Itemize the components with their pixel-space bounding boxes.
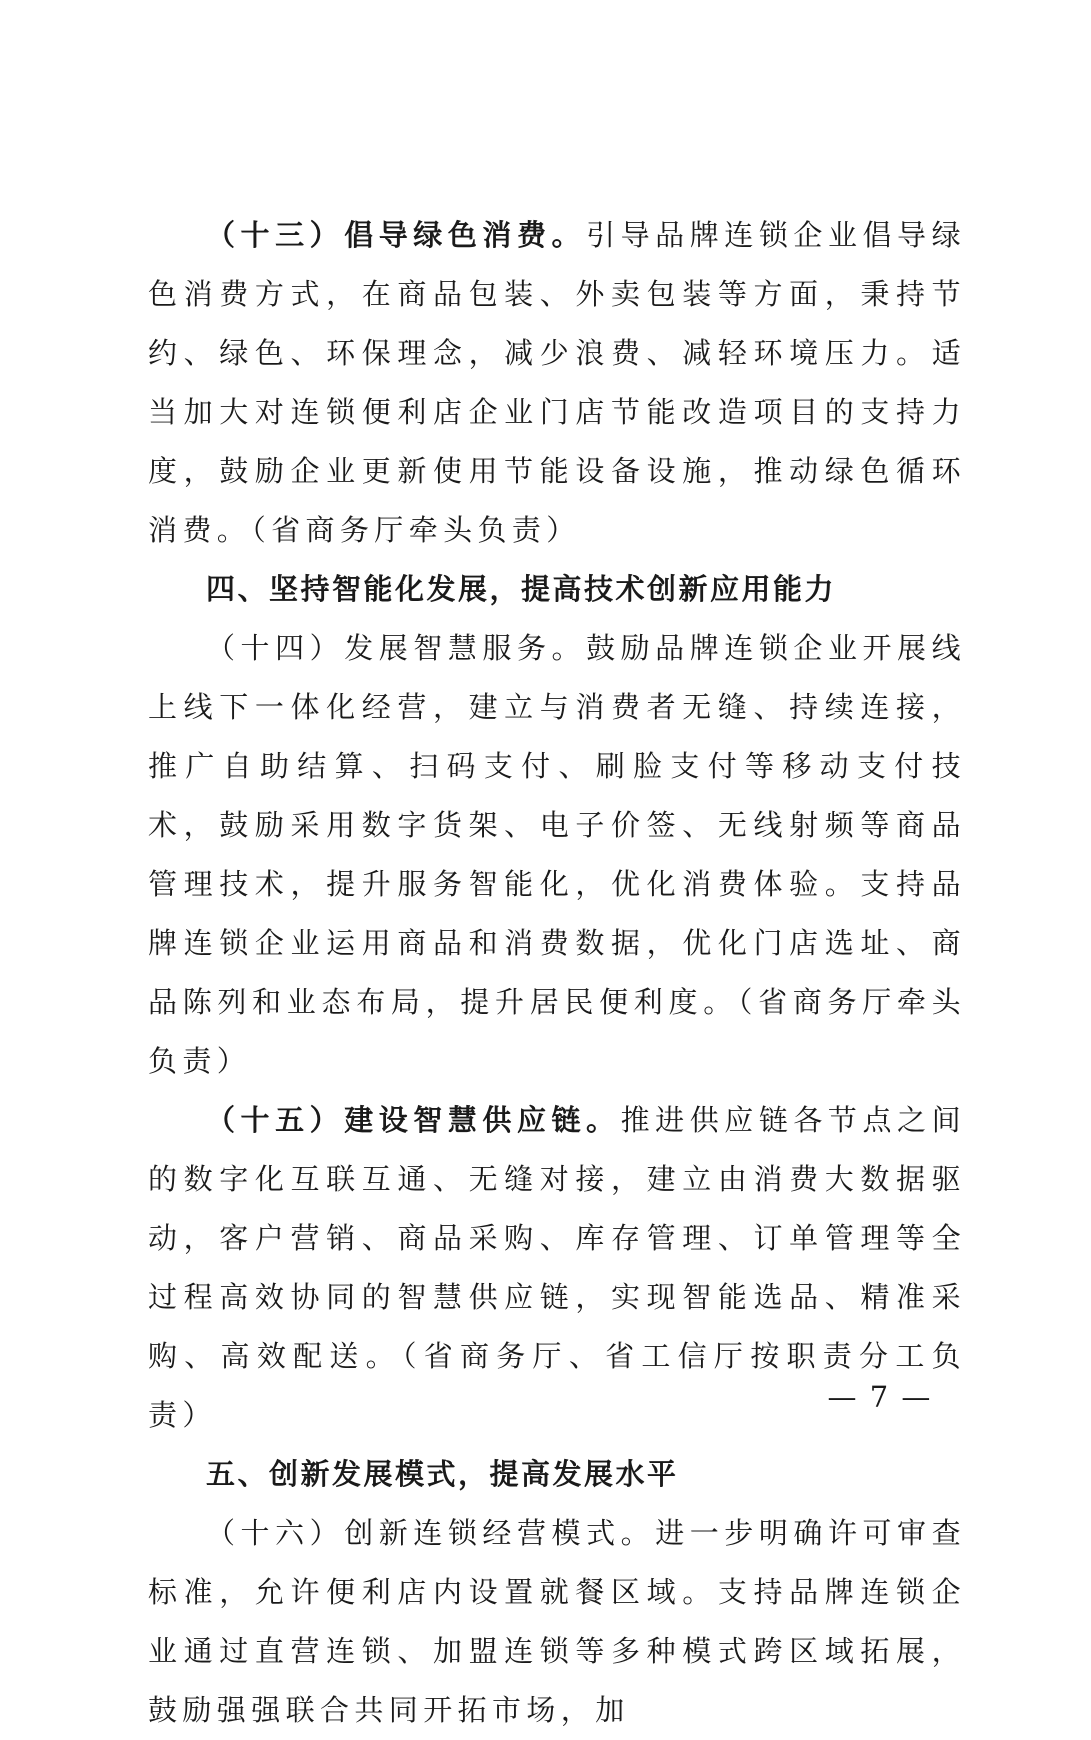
document-body [148,206,966,1740]
section-heading-5: 五、创新发展模式，提高发展水平 [206,1457,679,1491]
paragraph-13-lead: （十三）倡导绿色消费。 [206,218,587,252]
paragraph-15-lead: （十五）建设智慧供应链。 [206,1103,621,1137]
section-heading-4: 四、坚持智能化发展，提高技术创新应用能力 [206,572,837,606]
page-number: — 7 — [827,1380,933,1414]
paragraph-16 [148,1504,966,1740]
paragraph-16-lead: （十六）创新连锁经营模式。 [206,1516,656,1550]
paragraph-15-body: 推进供应链各节点之间的数字化互联互通、无缝对接，建立由消费大数据驱动，客户营销、商品采购、库存管理、订单管理等全过程高效协同的智慧供应链，实现智能选品、精准采购、高效配送。（省商务厅、省工信厅按职责分工负责） [148,1103,966,1432]
paragraph-16-body: 进一步明确许可审查标准，允许便利店内设置就餐区域。支持品牌连锁企业通过直营连锁、加盟连锁等多种模式跨区域拓展，鼓励强强联合共同开拓市场，加 [148,1516,967,1727]
paragraph-13-body: 引导品牌连锁企业倡导绿色消费方式，在商品包装、外卖包装等方面，秉持节约、绿色、环保理念，减少浪费、减轻环境压力。适当加大对连锁便利店企业门店节能改造项目的支持力度，鼓励企业更新使用节能设备设施，推动绿色循环消费。（省商务厅牵头负责） [148,218,966,547]
paragraph-14 [148,619,966,1091]
paragraph-14-lead: （十四）发展智慧服务。 [206,631,587,665]
paragraph-14-body: 鼓励品牌连锁企业开展线上线下一体化经营，建立与消费者无缝、持续连接，推广自助结算、扫码支付、刷脸支付等移动支付技术，鼓励采用数字货架、电子价签、无线射频等商品管理技术，提升服务智能化，优化消费体验。支持品牌连锁企业运用商品和消费数据，优化门店选址、商品陈列和业态布局，提升居民便利度。（省商务厅牵头负责） [148,631,966,1078]
paragraph-13 [148,206,966,560]
